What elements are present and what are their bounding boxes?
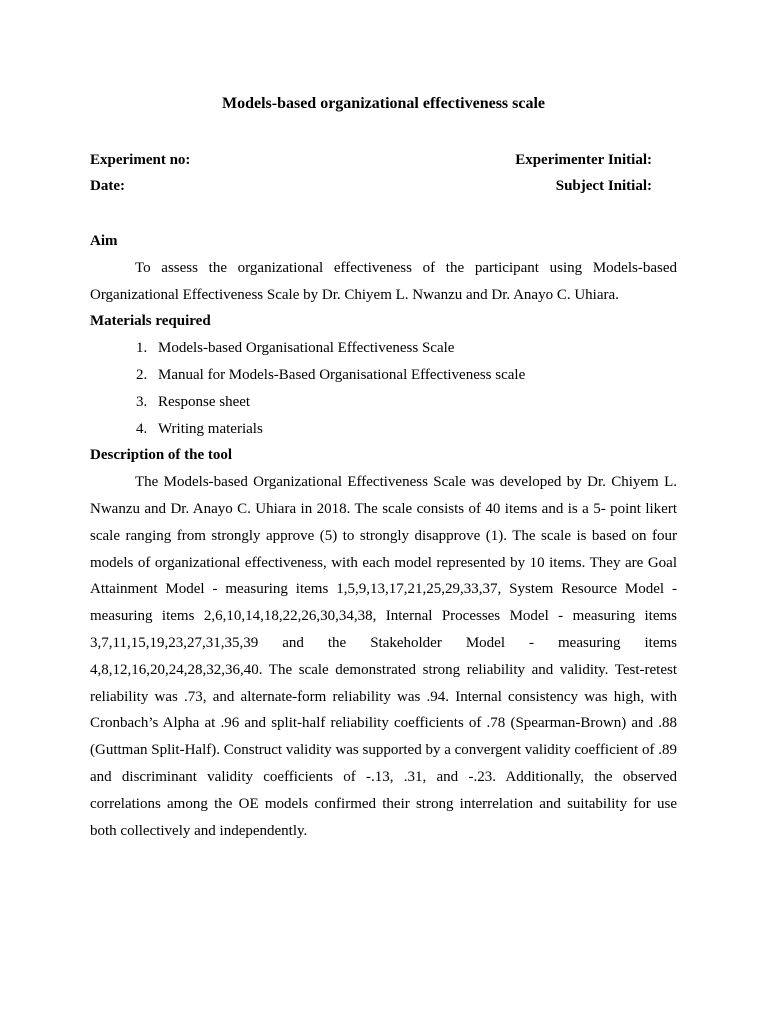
subject-initial-label: Subject Initial: [555,178,652,194]
date-label: Date: [90,178,125,194]
document-title: Models-based organizational effectiveness scale [221,95,546,112]
aim-paragraph: To assess the organizational effectiveness of the participant using Models-based Organizational Effectiveness Scale by Dr. Chiyem L. Nwanzu and Dr. Anayo C. Uhiara. [90,259,677,303]
experiment-no-label: Experiment no: [90,152,191,168]
meta-row-experiment [90,150,652,170]
aim-heading: Aim [90,233,118,249]
list-item-label: Models-based Organisational Effectiveness Scale [158,340,455,357]
list-item [90,416,677,443]
materials-list [90,335,677,442]
list-item-number: 2. [136,366,148,383]
description-heading: Description of the tool [90,447,233,464]
description-paragraph: The Models-based Organizational Effectiveness Scale was developed by Dr. Chiyem L. Nwanzu and Dr. Anayo C. Uhiara in 2018. The scale consists of 40 items and is a 5- point likert scale ranging from strongly approve (5) to strongly disapprove (1). The scale is based on four models of organizational effectiveness, with each model represented by 10 items. They are Goal Attainment Model - measuring items 1,5,9,13,17,21,25,29,33,37, System Resource Model - measuring items 2,6,10,14,18,22,26,30,34,38, Internal Processes Model - measuring items 3,7,11,15,19,23,27,31,35,39 and the Stakeholder Model - measuring items 4,8,12,16,20,24,28,32,36,40. The scale demonstrated strong reliability and validity. Test-retest reliability was .73, and alternate-form reliability was .94. Internal consistency was high, with Cronbach’s Alpha at .96 and split-half reliability coefficients of .78 (Spearman-Brown) and .88 (Guttman Split-Half). Construct validity was supported by a convergent validity coefficient of .89 and discriminant validity coefficients of -.13, .31, and -.23. Additionally, the observed correlations among the OE models confirmed their strong interrelation and suitability for use both collectively and independently. [90,474,677,839]
list-item [90,335,677,362]
meta-row-date [90,176,652,196]
list-item-label: Manual for Models-Based Organisational Effectiveness scale [158,366,526,383]
list-item [90,362,677,389]
experimenter-initial-label: Experimenter Initial: [515,152,652,168]
document-body [90,228,677,844]
list-item-label: Writing materials [158,420,263,437]
list-item [90,389,677,416]
list-item-number: 4. [136,420,148,437]
list-item-label: Response sheet [158,393,251,410]
materials-heading: Materials required [90,313,211,330]
list-item-number: 1. [136,340,148,357]
list-item-number: 3. [136,393,148,410]
